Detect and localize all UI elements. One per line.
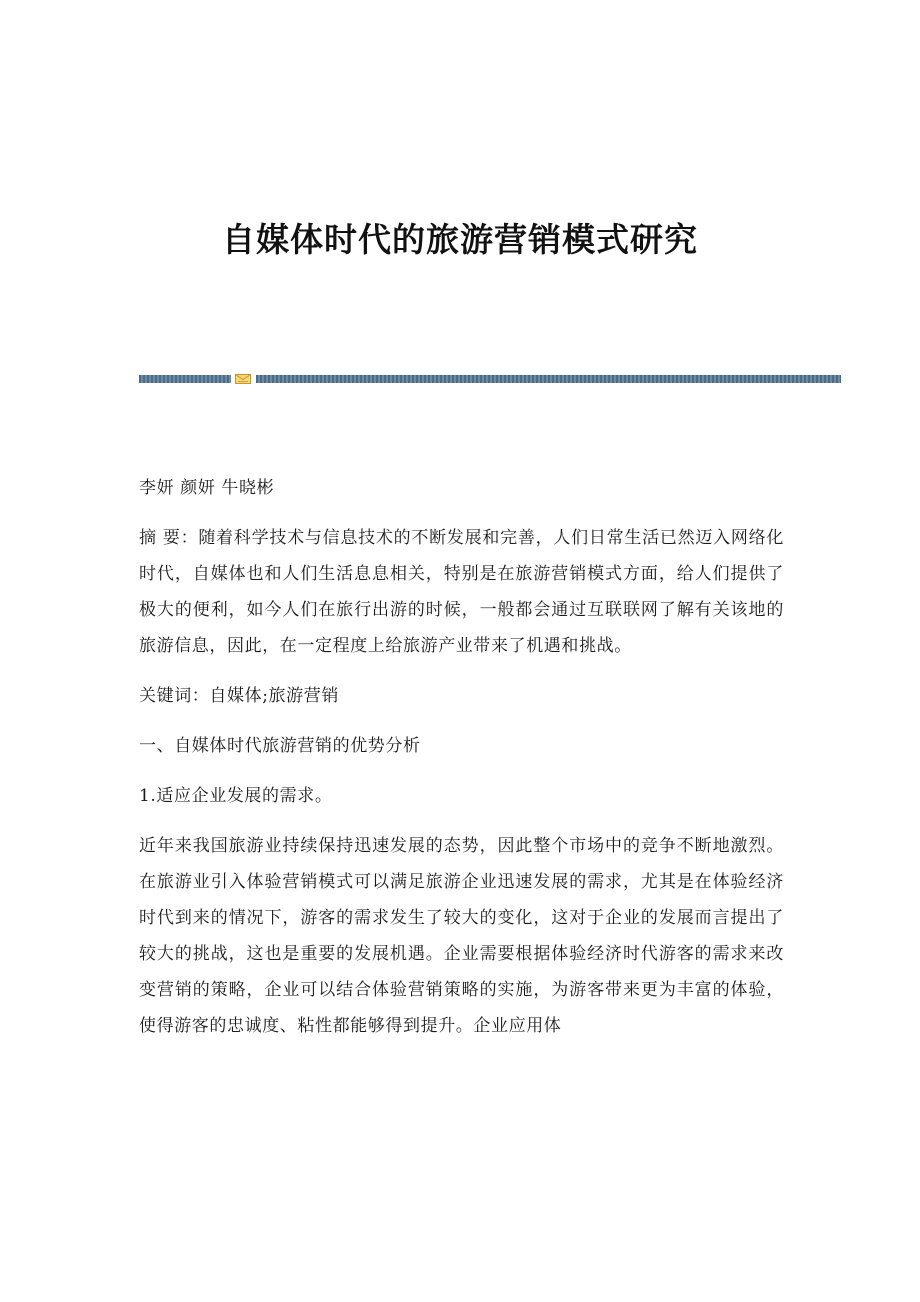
envelope-ornament-icon (235, 374, 251, 384)
abstract-paragraph: 摘 要：随着科学技术与信息技术的不断发展和完善，人们日常生活已然迈入网络化时代，自媒体也和人们生活息息相关，特别是在旅游营销模式方面，给人们提供了极大的便利，如今人们在旅行出游的时候，一般都会通过互联联网了解有关该地的旅游信息，因此，在一定程度上给旅游产业带来了机遇和挑战。 (139, 528, 784, 656)
keywords-line: 关键词：自媒体;旅游营销 (139, 686, 339, 706)
section-heading: 一、自媒体时代旅游营销的优势分析 (139, 736, 421, 756)
divider-bar-right (256, 375, 841, 383)
subsection-heading: 1.适应企业发展的需求。 (139, 786, 333, 806)
title-divider (139, 374, 841, 384)
divider-bar-left (139, 375, 231, 383)
document-body (139, 470, 784, 1044)
document-title: 自媒体时代的旅游营销模式研究 (222, 220, 698, 259)
authors-line: 李妍 颜妍 牛晓彬 (139, 478, 275, 498)
body-paragraph: 近年来我国旅游业持续保持迅速发展的态势，因此整个市场中的竞争不断地激烈。在旅游业引入体验营销模式可以满足旅游企业迅速发展的需求，尤其是在体验经济时代到来的情况下，游客的需求发生了较大的变化，这对于企业的发展而言提出了较大的挑战，这也是重要的发展机遇。企业需要根据体验经济时代游客的需求来改变营销的策略，企业可以结合体验营销策略的实施，为游客带来更为丰富的体验，使得游客的忠诚度、粘性都能够得到提升。企业应用体 (139, 836, 784, 1036)
